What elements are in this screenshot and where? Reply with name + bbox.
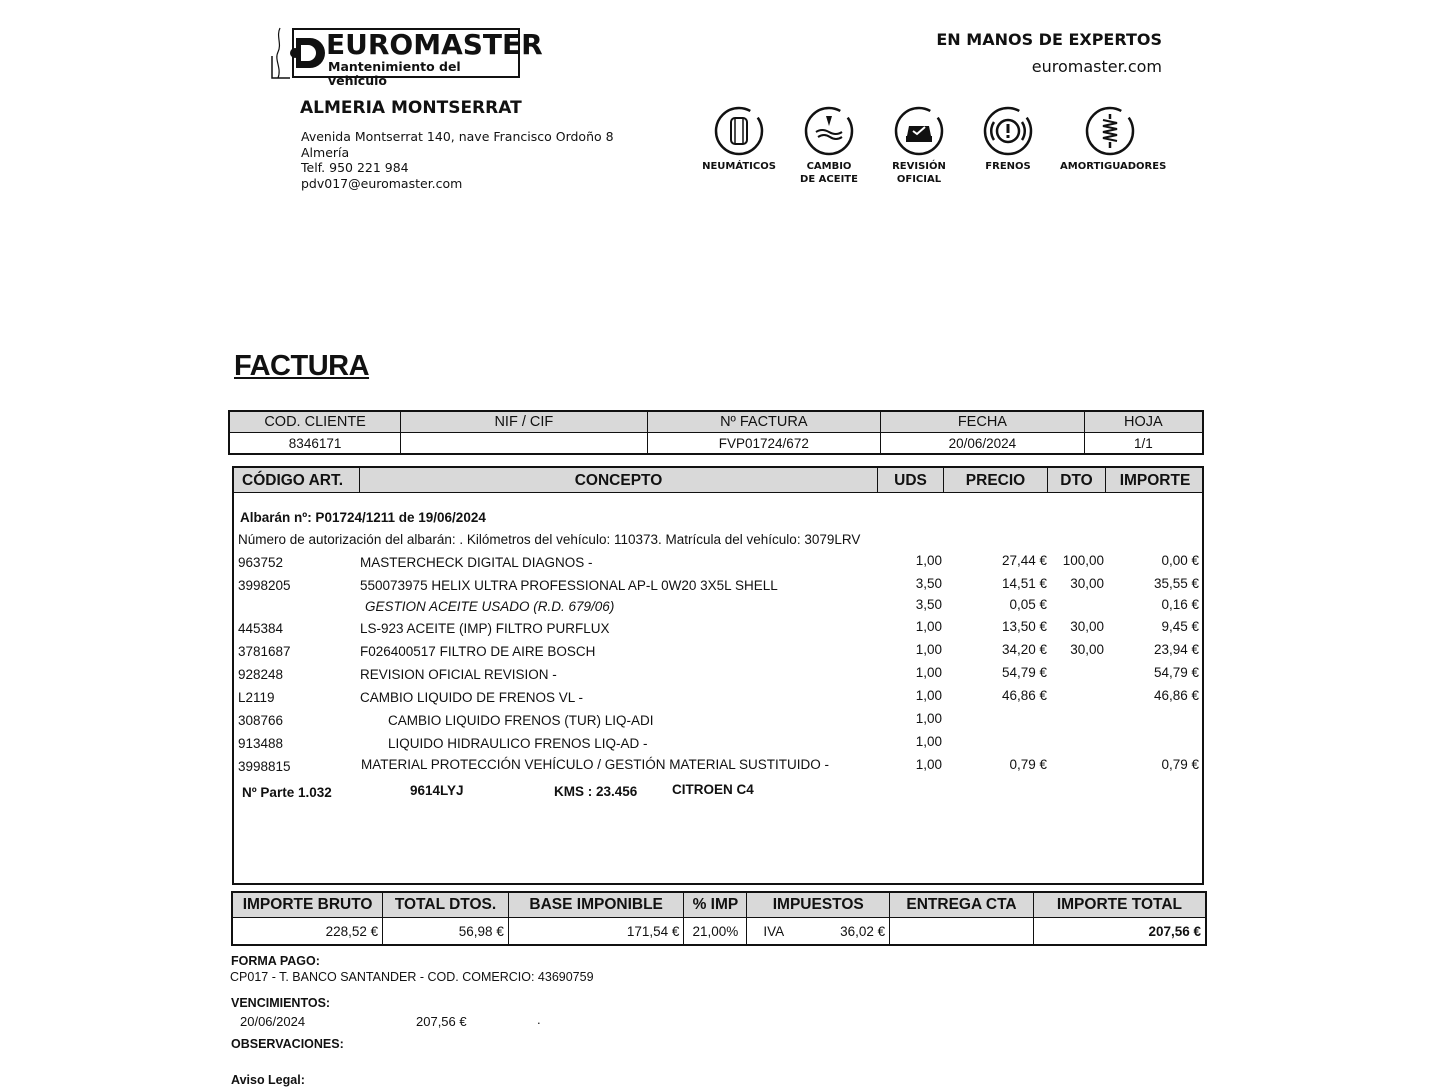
item-amount: 0,16 € — [1161, 597, 1199, 612]
item-units: 1,00 — [915, 734, 942, 749]
item-discount: 30,00 — [1070, 619, 1104, 634]
store-address — [301, 129, 614, 191]
tax-cell — [747, 918, 890, 946]
car-check-icon — [894, 106, 944, 156]
item-price: 0,79 € — [1009, 757, 1047, 772]
item-units: 1,00 — [915, 665, 942, 680]
item-discount: 30,00 — [1070, 576, 1104, 591]
shock-absorber-icon — [1085, 106, 1135, 156]
service-tires — [689, 106, 789, 173]
header-client-code: COD. CLIENTE — [229, 411, 401, 433]
invoice-info-table — [228, 410, 1204, 455]
service-label: FRENOS — [985, 161, 1031, 172]
item-concept: LS-923 ACEITE (IMP) FILTRO PURFLUX — [360, 621, 610, 636]
item-amount: 0,79 € — [1161, 757, 1199, 772]
vehicle-plate: 9614LYJ — [410, 783, 464, 798]
legal-notice-label: Aviso Legal: — [231, 1073, 305, 1087]
payment-method: CP017 - T. BANCO SANTANDER - COD. COMERCIO: 43690759 — [230, 970, 594, 984]
item-code: 445384 — [238, 621, 284, 636]
gross-amount: 228,52 € — [232, 918, 383, 946]
service-label: NEUMÁTICOS — [702, 161, 776, 172]
header-nif: NIF / CIF — [401, 411, 647, 433]
brand-name: EUROMASTER — [326, 28, 543, 61]
vehicle-kms: KMS : 23.456 — [554, 784, 638, 799]
item-code: 928248 — [238, 667, 284, 682]
item-price: 13,50 € — [1001, 619, 1047, 634]
tax-base: 171,54 € — [508, 918, 684, 946]
header-deposit: ENTREGA CTA — [890, 892, 1034, 918]
col-code: CÓDIGO ART. — [234, 468, 360, 492]
invoice-date: 20/06/2024 — [881, 433, 1085, 455]
item-price: 46,86 € — [1001, 688, 1047, 703]
header-discounts: TOTAL DTOS. — [383, 892, 509, 918]
deposit-amount — [890, 918, 1034, 946]
tire-icon — [714, 106, 764, 156]
item-code: 3781687 — [238, 644, 291, 659]
service-label: AMORTIGUADORES — [1060, 161, 1167, 172]
item-price: 27,44 € — [1001, 553, 1047, 568]
col-discount: DTO — [1048, 468, 1106, 492]
invoice-number: FVP01724/672 — [647, 433, 881, 455]
item-price: 54,79 € — [1001, 665, 1047, 680]
service-inspection — [869, 106, 969, 186]
due-separator: . — [537, 1012, 541, 1027]
store-name: ALMERIA MONTSERRAT — [300, 98, 522, 118]
header-sheet: HOJA — [1084, 411, 1203, 433]
item-price: 0,05 € — [1009, 597, 1047, 612]
service-label: REVISIÓN — [892, 161, 946, 172]
item-concept: CAMBIO LIQUIDO FRENOS (TUR) LIQ-ADI — [388, 713, 654, 728]
sheet-number: 1/1 — [1084, 433, 1203, 455]
item-concept: REVISION OFICIAL REVISION - — [360, 667, 557, 682]
service-brakes — [958, 106, 1058, 173]
oil-change-icon — [804, 106, 854, 156]
totals-table — [231, 891, 1207, 946]
website-link[interactable]: euromaster.com — [1031, 57, 1162, 76]
item-price: 14,51 € — [1001, 576, 1047, 591]
item-units: 1,00 — [915, 688, 942, 703]
document-title: FACTURA — [234, 350, 370, 382]
item-concept: LIQUIDO HIDRAULICO FRENOS LIQ-AD - — [388, 736, 648, 751]
brand-logo — [270, 26, 543, 88]
nif-value — [401, 433, 647, 455]
service-label: DE ACEITE — [800, 174, 858, 185]
item-code: 3998815 — [238, 759, 291, 774]
item-concept: MATERIAL PROTECCIÓN VEHÍCULO / GESTIÓN MATERIAL SUSTITUIDO - — [361, 757, 830, 772]
item-units: 3,50 — [915, 576, 942, 591]
client-code: 8346171 — [229, 433, 401, 455]
header-date: FECHA — [881, 411, 1085, 433]
item-amount: 46,86 € — [1153, 688, 1199, 703]
item-concept: 550073975 HELIX ULTRA PROFESSIONAL AP-L 0W20 3X5L SHELL — [360, 578, 778, 593]
header-tax-base: BASE IMPONIBLE — [508, 892, 684, 918]
tax-name: IVA — [763, 923, 785, 939]
item-units: 3,50 — [915, 597, 942, 612]
item-units: 1,00 — [915, 757, 942, 772]
item-amount: 0,00 € — [1161, 553, 1199, 568]
item-code: 308766 — [238, 713, 284, 728]
item-code: 913488 — [238, 736, 284, 751]
header-gross: IMPORTE BRUTO — [232, 892, 383, 918]
items-header — [234, 468, 1202, 493]
due-date: 20/06/2024 — [240, 1014, 306, 1029]
brake-warning-icon — [983, 106, 1033, 156]
vehicle-model: CITROEN C4 — [672, 782, 754, 797]
due-amount: 207,56 € — [416, 1014, 467, 1029]
item-discount: 30,00 — [1070, 642, 1104, 657]
brand-subtitle: Mantenimiento del vehículo — [328, 59, 461, 88]
item-concept: GESTION ACEITE USADO (R.D. 679/06) — [365, 599, 615, 614]
item-units: 1,00 — [915, 553, 942, 568]
item-units: 1,00 — [915, 711, 942, 726]
col-units: UDS — [878, 468, 944, 492]
tax-amount: 36,02 € — [840, 923, 886, 939]
item-units: 1,00 — [915, 619, 942, 634]
item-discount: 100,00 — [1062, 553, 1104, 568]
authorization-line: Número de autorización del albarán: . Kilómetros del vehículo: 110373. Matrícula del vehículo: 3079LRV — [238, 532, 861, 547]
payment-label: FORMA PAGO: — [231, 954, 320, 968]
item-concept: CAMBIO LIQUIDO DE FRENOS VL - — [360, 690, 584, 705]
item-amount: 35,55 € — [1153, 576, 1199, 591]
albaran-line: Albarán nº: P01724/1211 de 19/06/2024 — [240, 510, 486, 525]
total-amount: 207,56 € — [1033, 918, 1206, 946]
tagline: EN MANOS DE EXPERTOS — [936, 30, 1162, 49]
address-line: Avenida Montserrat 140, nave Francisco Ordoño 8 — [301, 129, 614, 144]
observations-label: OBSERVACIONES: — [231, 1037, 344, 1051]
item-amount: 23,94 € — [1153, 642, 1199, 657]
due-label: VENCIMIENTOS: — [231, 996, 331, 1010]
service-shocks — [1060, 106, 1167, 173]
header-invoice-number: Nº FACTURA — [647, 411, 881, 433]
item-concept: F026400517 FILTRO DE AIRE BOSCH — [360, 644, 596, 659]
address-line: Almería — [301, 144, 350, 160]
col-amount: IMPORTE — [1119, 472, 1191, 489]
col-price: PRECIO — [944, 468, 1048, 492]
header-taxes: IMPUESTOS — [747, 892, 890, 918]
address-line: Telf. 950 221 984 — [301, 160, 409, 175]
total-discounts: 56,98 € — [383, 918, 509, 946]
item-amount: 9,45 € — [1161, 619, 1199, 634]
col-concept: CONCEPTO — [360, 468, 878, 492]
item-units: 1,00 — [915, 642, 942, 657]
header-total: IMPORTE TOTAL — [1033, 892, 1206, 918]
item-concept: MASTERCHECK DIGITAL DIAGNOS - — [360, 555, 593, 570]
item-code: L2119 — [238, 690, 275, 705]
service-oil — [779, 106, 879, 186]
address-line: pdv017@euromaster.com — [301, 175, 463, 191]
item-code: 963752 — [238, 555, 284, 570]
item-price: 34,20 € — [1001, 642, 1047, 657]
item-amount: 54,79 € — [1153, 665, 1199, 680]
tax-percentage: 21,00% — [684, 918, 747, 946]
work-order-number: Nº Parte 1.032 — [242, 785, 332, 800]
service-label: OFICIAL — [896, 174, 942, 185]
service-label: CAMBIO — [806, 161, 852, 172]
item-code: 3998205 — [238, 578, 291, 593]
items-table — [232, 466, 1204, 885]
header-tax-pct: % IMP — [684, 892, 747, 918]
